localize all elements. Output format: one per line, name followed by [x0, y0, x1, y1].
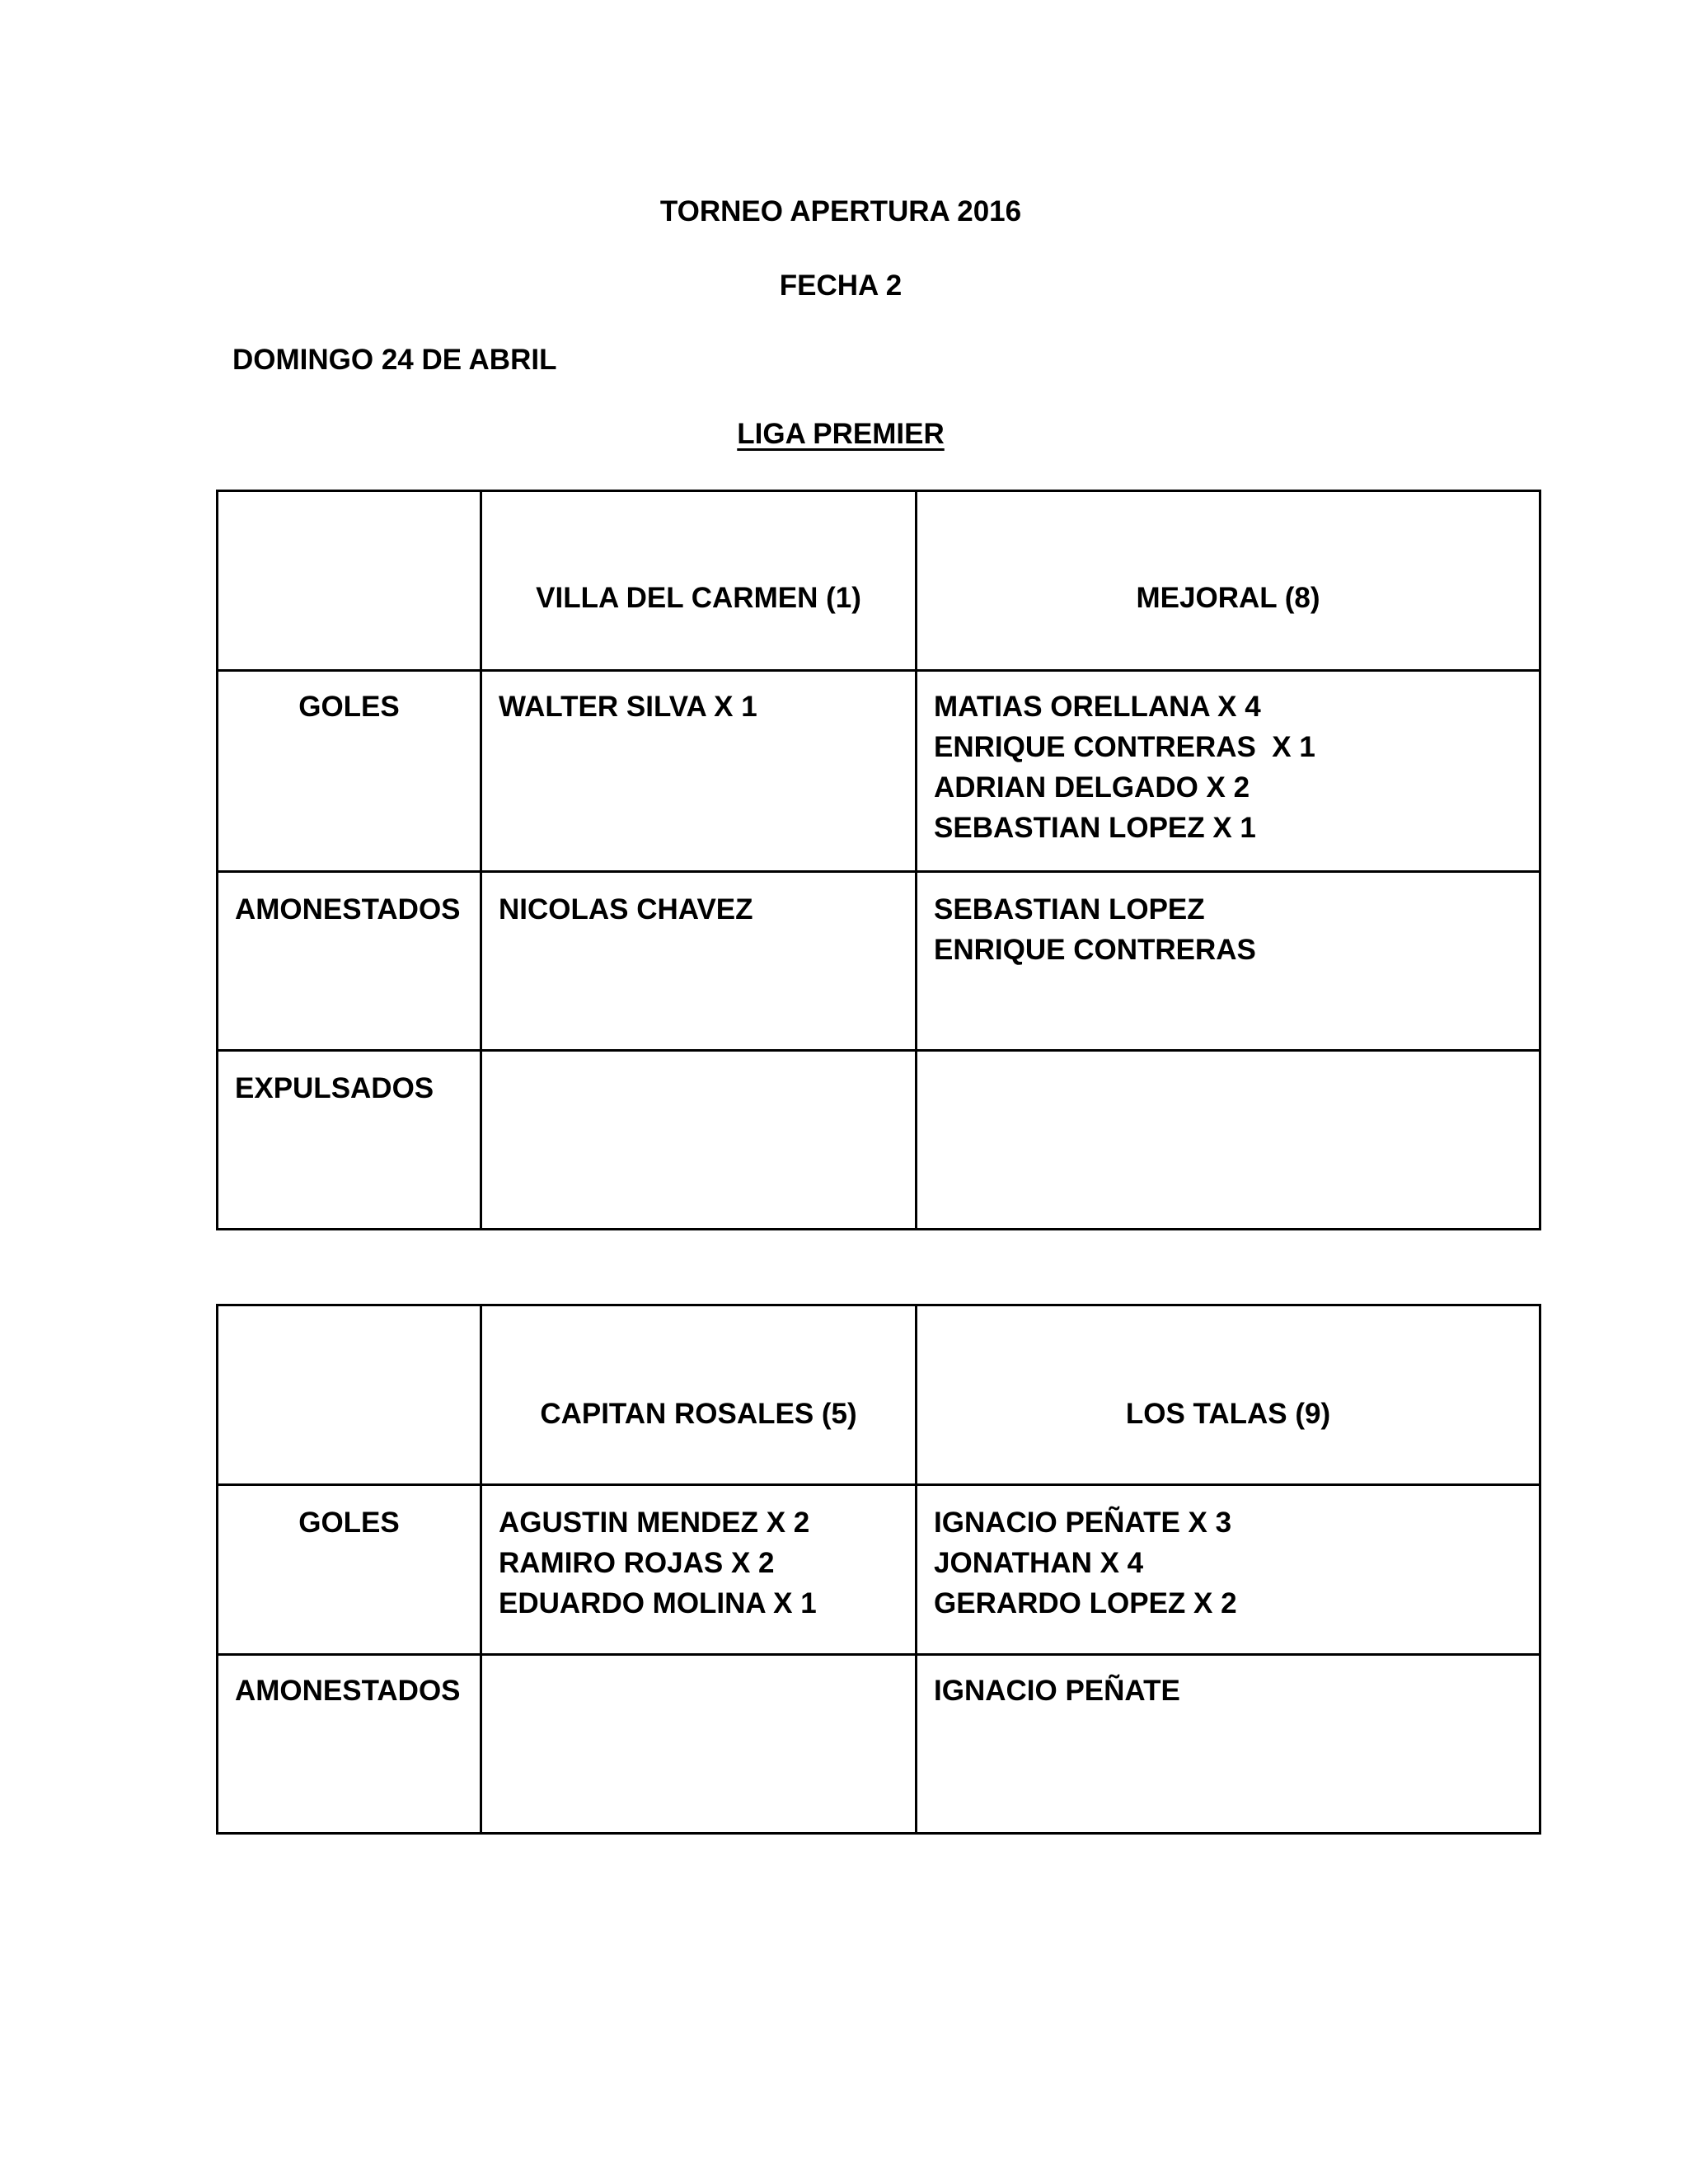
row-label-cell: [218, 1051, 481, 1230]
goals-row: [218, 1485, 1540, 1655]
row-label-cell: [218, 1485, 481, 1655]
list-item: NICOLAS CHAVEZ: [499, 893, 753, 926]
home-team-name: VILLA DEL CARMEN (1): [536, 581, 861, 614]
home-cautions-cell: [481, 1655, 917, 1834]
match-table-2: [216, 1304, 1541, 1835]
cautions-row: [218, 1655, 1540, 1834]
home-send-offs-cell: [481, 1051, 917, 1230]
corner-cell: [218, 1305, 481, 1485]
home-goals-cell: [481, 1485, 917, 1655]
list-item: RAMIRO ROJAS X 2: [499, 1547, 775, 1579]
cautions-label: AMONESTADOS: [235, 1675, 461, 1707]
row-label-cell: [218, 671, 481, 872]
send-offs-row: [218, 1051, 1540, 1230]
team-header-row: [218, 491, 1540, 671]
list-item: ENRIQUE CONTRERAS X 1: [934, 731, 1315, 763]
league-name: LIGA PREMIER: [737, 418, 945, 450]
list-item: MATIAS ORELLANA X 4: [934, 691, 1261, 723]
row-label-cell: [218, 872, 481, 1051]
away-team-name: LOS TALAS (9): [1125, 1397, 1331, 1430]
goals-label: GOLES: [298, 691, 400, 723]
home-cautions-cell: [481, 872, 917, 1051]
home-team-name: CAPITAN ROSALES (5): [540, 1397, 857, 1430]
list-item: EDUARDO MOLINA X 1: [499, 1587, 817, 1619]
away-goals-cell: [917, 1485, 1540, 1655]
list-item: AGUSTIN MENDEZ X 2: [499, 1507, 810, 1539]
cautions-label: AMONESTADOS: [235, 893, 461, 926]
list-item: GERARDO LOPEZ X 2: [934, 1587, 1237, 1619]
goals-label: GOLES: [298, 1507, 400, 1539]
tournament-title: TORNEO APERTURA 2016: [659, 195, 1022, 227]
send-offs-label: EXPULSADOS: [235, 1072, 434, 1104]
home-team-cell: [481, 491, 917, 671]
list-item: WALTER SILVA X 1: [499, 691, 757, 723]
goals-row: [218, 671, 1540, 872]
away-team-cell: [917, 1305, 1540, 1485]
row-label-cell: [218, 1655, 481, 1834]
list-item: SEBASTIAN LOPEZ: [934, 893, 1205, 926]
match-table-1: [216, 490, 1541, 1230]
home-goals-cell: [481, 671, 917, 872]
list-item: IGNACIO PEÑATE: [934, 1675, 1180, 1707]
round-label: FECHA 2: [779, 269, 903, 302]
home-team-cell: [481, 1305, 917, 1485]
away-cautions-cell: [917, 872, 1540, 1051]
list-item: IGNACIO PEÑATE X 3: [934, 1507, 1232, 1539]
match-date: DOMINGO 24 DE ABRIL: [232, 344, 557, 376]
away-team-cell: [917, 491, 1540, 671]
away-goals-cell: [917, 671, 1540, 872]
list-item: ADRIAN DELGADO X 2: [934, 771, 1250, 804]
corner-cell: [218, 491, 481, 671]
away-send-offs-cell: [917, 1051, 1540, 1230]
list-item: ENRIQUE CONTRERAS: [934, 934, 1256, 966]
away-cautions-cell: [917, 1655, 1540, 1834]
list-item: JONATHAN X 4: [934, 1547, 1144, 1579]
cautions-row: [218, 872, 1540, 1051]
list-item: SEBASTIAN LOPEZ X 1: [934, 812, 1256, 844]
team-header-row: [218, 1305, 1540, 1485]
away-team-name: MEJORAL (8): [1136, 581, 1320, 614]
